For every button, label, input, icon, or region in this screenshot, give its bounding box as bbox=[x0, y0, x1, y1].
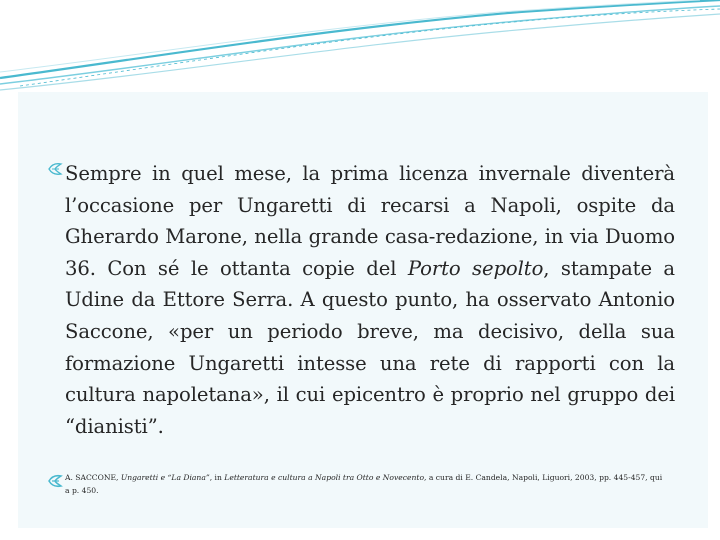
main-text-part1: Sempre in quel mese, la prima licenza invernale diventerà l’occasione per Ungaretti di recarsi a Napoli, ospite da Gherardo Marone, nella grande casa-redazione, in via Duomo 36. Con sé le ottanta copie del bbox=[65, 162, 675, 280]
footnote-work: Ungaretti e “La Diana” bbox=[120, 473, 210, 482]
main-text-part2: , stampate a Udine da Ettore Serra. A questo punto, ha osservato Antonio Saccone, «per un periodo breve, ma decisivo, della sua formazione Ungaretti intesse una rete di rapporti con la cultura napoletana», il cui epicentro è proprio nel gruppo dei “dianisti”. bbox=[65, 256, 675, 438]
footnote-rest: , a cura di E. Candela, Napoli, Liguori, 2003, pp. 445-457, qui a p. 450. bbox=[65, 473, 663, 495]
main-paragraph bbox=[47, 158, 675, 442]
footnote-text bbox=[47, 471, 667, 497]
book-title: Porto sepolto bbox=[407, 256, 544, 280]
footnote-mid: , in bbox=[209, 473, 225, 482]
footnote-bullet bbox=[47, 471, 667, 497]
main-bullet bbox=[47, 158, 675, 442]
footnote-book: Letteratura e cultura a Napoli tra Otto e Novecento bbox=[224, 473, 425, 482]
footnote-author: A. SACCONE, bbox=[65, 473, 121, 482]
header-wave-decoration bbox=[0, 0, 720, 95]
bullet-wing-icon bbox=[47, 158, 63, 180]
bullet-wing-icon bbox=[47, 470, 63, 492]
